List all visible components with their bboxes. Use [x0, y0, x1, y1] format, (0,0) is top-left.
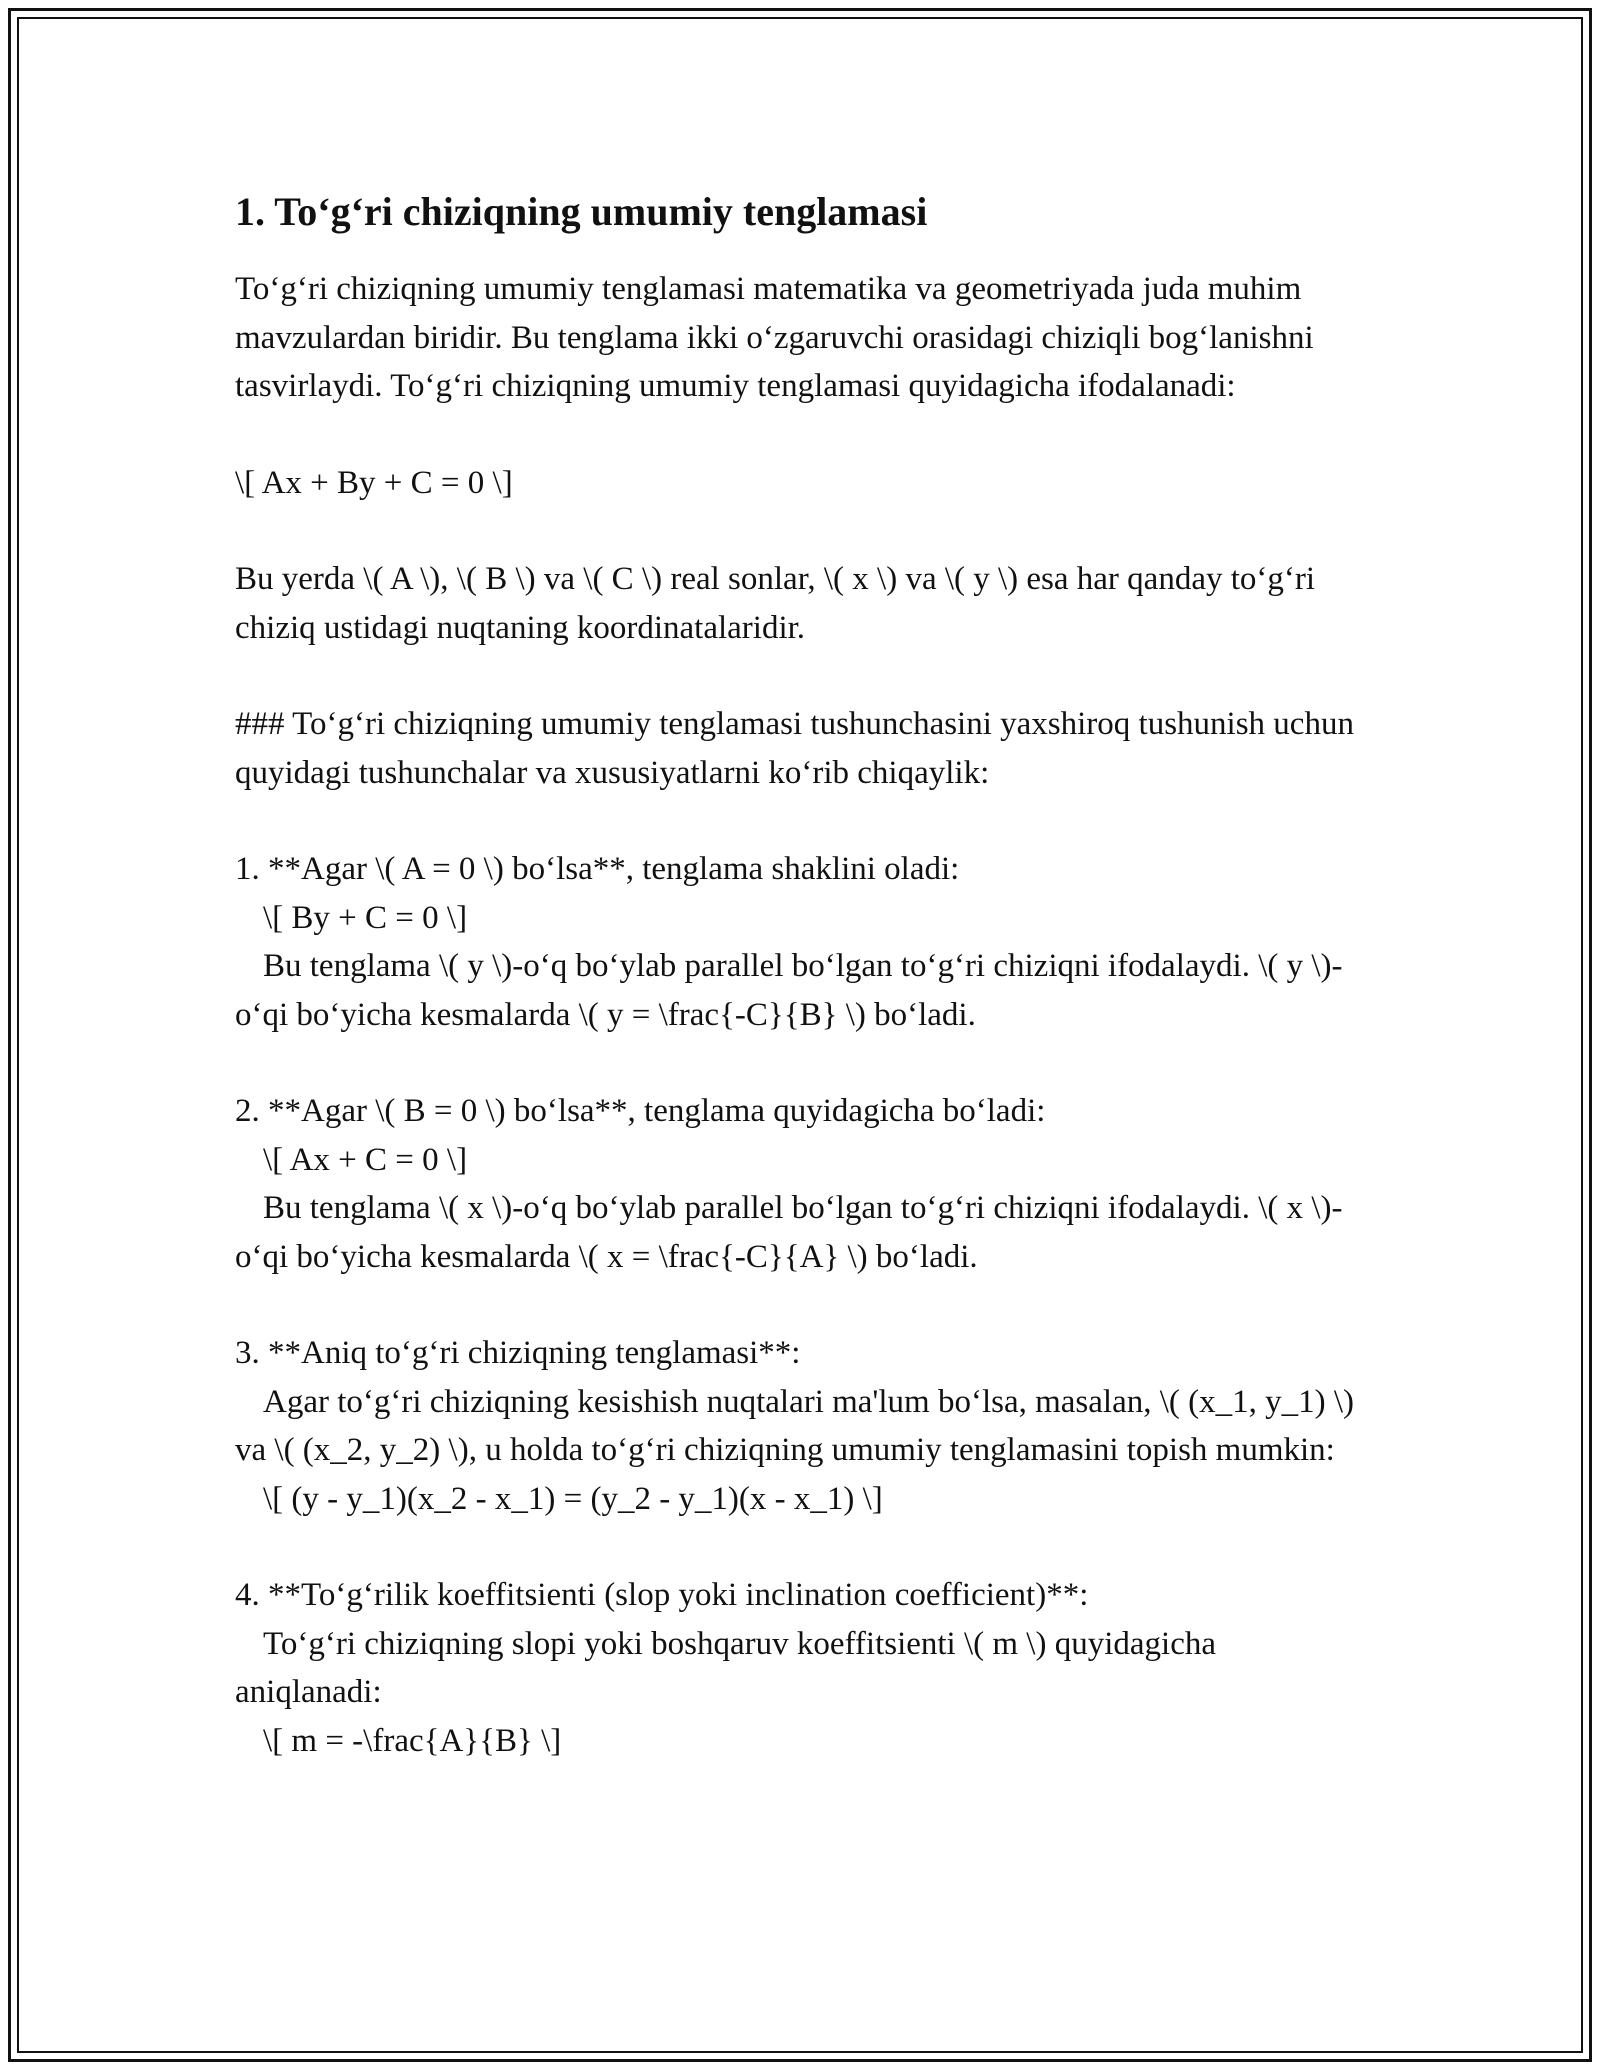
list-item-4-equation: \[ m = -\frac{A}{B} \] — [263, 1722, 562, 1759]
list-item-1-text: Bu tenglama \( y \)-o‘q bo‘ylab parallel bo‘lgan to‘g‘ri chiziqni ifodalaydi. \( y \)-o‘qi bo‘yicha kesmalarda \( y = \frac{-C}{B} \) bo‘ladi. — [235, 948, 1343, 1033]
list-item-4-title: 4. **To‘g‘rilik koeffitsienti (slop yoki inclination coefficient)**: — [235, 1577, 1089, 1613]
variables-note: Bu yerda \( A \), \( B \) va \( C \) real sonlar, \( x \) va \( y \) esa har qanday to‘g‘ri chiziq ustidagi nuqtaning koordinatalaridir. — [235, 561, 1316, 646]
list-item-4-text: To‘g‘ri chiziqning slopi yoki boshqaruv koeffitsienti \( m \) quyidagicha aniqlanadi: — [235, 1625, 1216, 1710]
list-item-1-title: 1. **Agar \( A = 0 \) bo‘lsa**, tenglama shaklini oladi: — [235, 851, 960, 887]
list-item-3-equation: \[ (y - y_1)(x_2 - x_1) = (y_2 - y_1)(x - x_1) \] — [263, 1480, 883, 1517]
list-item-1-equation: \[ By + C = 0 \] — [263, 899, 468, 936]
section-heading: 1. To‘g‘ri chiziqning umumiy tenglamasi — [235, 189, 928, 234]
subheading-paragraph: ### To‘g‘ri chiziqning umumiy tenglamasi tushunchasini yaxshiroq tushunish uchun quyidagi tushunchalar va xususiyatlarni ko‘rib chiqaylik: — [235, 706, 1354, 791]
list-item-2 — [235, 1087, 1370, 1281]
list-item-3 — [235, 1329, 1370, 1523]
list-item-2-text: Bu tenglama \( x \)-o‘q bo‘ylab parallel bo‘lgan to‘g‘ri chiziqni ifodalaydi. \( x \)-o‘qi bo‘yicha kesmalarda \( x = \frac{-C}{A} \) bo‘ladi. — [235, 1190, 1343, 1275]
main-equation: \[ Ax + By + C = 0 \] — [235, 464, 513, 501]
document-body — [235, 185, 1370, 1765]
list-item-3-text: Agar to‘g‘ri chiziqning kesishish nuqtalari ma'lum bo‘lsa, masalan, \( (x_1, y_1) \) va \( (x_2, y_2) \), u holda to‘g‘ri chiziqning umumiy tenglamasini topish mumkin: — [235, 1383, 1355, 1468]
intro-paragraph: To‘g‘ri chiziqning umumiy tenglamasi matematika va geometriyada juda muhim mavzulardan biridir. Bu tenglama ikki o‘zgaruvchi orasidagi chiziqli bog‘lanishni tasvirlaydi. To‘g‘ri chiziqning umumiy tenglamasi quyidagicha ifodalanadi: — [235, 271, 1314, 404]
list-item-2-title: 2. **Agar \( B = 0 \) bo‘lsa**, tenglama quyidagicha bo‘ladi: — [235, 1093, 1046, 1129]
list-item-4 — [235, 1571, 1370, 1765]
list-item-3-title: 3. **Aniq to‘g‘ri chiziqning tenglamasi**: — [235, 1335, 801, 1371]
list-item-2-equation: \[ Ax + C = 0 \] — [263, 1141, 468, 1178]
list-item-1 — [235, 845, 1370, 1039]
